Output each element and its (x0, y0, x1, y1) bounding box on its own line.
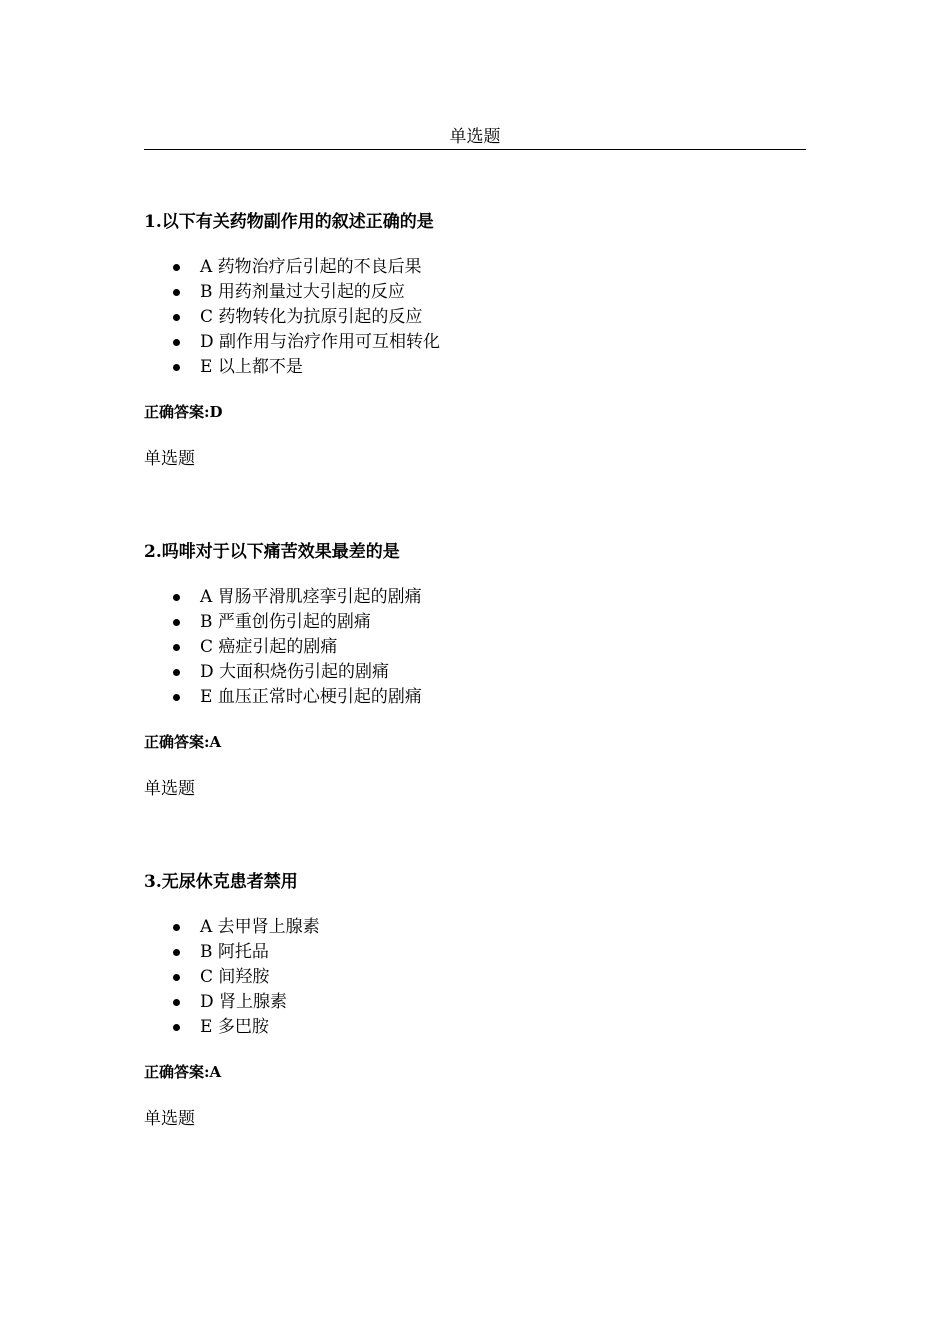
option-c[interactable] (144, 965, 806, 990)
question-title: 3.无尿休克患者禁用 (144, 872, 298, 892)
option-c[interactable] (144, 635, 806, 660)
option-label: D 大面积烧伤引起的剧痛 (200, 662, 390, 682)
bullet-icon (173, 694, 180, 701)
option-label: C 间羟胺 (200, 967, 270, 987)
option-label: E 多巴胺 (200, 1017, 269, 1037)
option-d[interactable] (144, 330, 806, 355)
option-b[interactable] (144, 940, 806, 965)
question-type-label: 单选题 (144, 779, 195, 799)
bullet-icon (173, 289, 180, 296)
option-list (144, 255, 806, 380)
option-label: D 肾上腺素 (200, 992, 288, 1012)
bullet-icon (173, 314, 180, 321)
bullet-icon (173, 264, 180, 271)
option-label: C 药物转化为抗原引起的反应 (200, 307, 423, 327)
option-label: B 严重创伤引起的剧痛 (200, 612, 371, 632)
bullet-icon (173, 619, 180, 626)
question-1 (144, 210, 806, 471)
option-label: A 去甲肾上腺素 (200, 917, 320, 937)
correct-answer: 正确答案:A (144, 1063, 222, 1081)
option-label: A 胃肠平滑肌痉挛引起的剧痛 (200, 587, 422, 607)
option-e[interactable] (144, 685, 806, 710)
page-header-title: 单选题 (144, 126, 806, 150)
bullet-icon (173, 999, 180, 1006)
bullet-icon (173, 364, 180, 371)
correct-answer: 正确答案:A (144, 733, 222, 751)
option-label: E 血压正常时心梗引起的剧痛 (200, 687, 422, 707)
bullet-icon (173, 339, 180, 346)
option-b[interactable] (144, 610, 806, 635)
option-label: B 阿托品 (200, 942, 269, 962)
bullet-icon (173, 669, 180, 676)
option-e[interactable] (144, 1015, 806, 1040)
option-c[interactable] (144, 305, 806, 330)
bullet-icon (173, 594, 180, 601)
option-a[interactable] (144, 255, 806, 280)
option-list (144, 915, 806, 1040)
question-type-label: 单选题 (144, 1109, 195, 1129)
option-label: B 用药剂量过大引起的反应 (200, 282, 405, 302)
option-e[interactable] (144, 355, 806, 380)
bullet-icon (173, 924, 180, 931)
bullet-icon (173, 949, 180, 956)
correct-answer: 正确答案:D (144, 403, 223, 421)
option-list (144, 585, 806, 710)
option-label: C 癌症引起的剧痛 (200, 637, 338, 657)
option-label: E 以上都不是 (200, 357, 303, 377)
question-3 (144, 870, 806, 1131)
option-a[interactable] (144, 585, 806, 610)
bullet-icon (173, 644, 180, 651)
option-label: A 药物治疗后引起的不良后果 (200, 257, 422, 277)
option-a[interactable] (144, 915, 806, 940)
option-b[interactable] (144, 280, 806, 305)
option-d[interactable] (144, 660, 806, 685)
question-2 (144, 540, 806, 801)
bullet-icon (173, 1024, 180, 1031)
option-label: D 副作用与治疗作用可互相转化 (200, 332, 441, 352)
question-type-label: 单选题 (144, 449, 195, 469)
option-d[interactable] (144, 990, 806, 1015)
question-title: 1.以下有关药物副作用的叙述正确的是 (144, 212, 434, 232)
bullet-icon (173, 974, 180, 981)
question-title: 2.吗啡对于以下痛苦效果最差的是 (144, 542, 400, 562)
